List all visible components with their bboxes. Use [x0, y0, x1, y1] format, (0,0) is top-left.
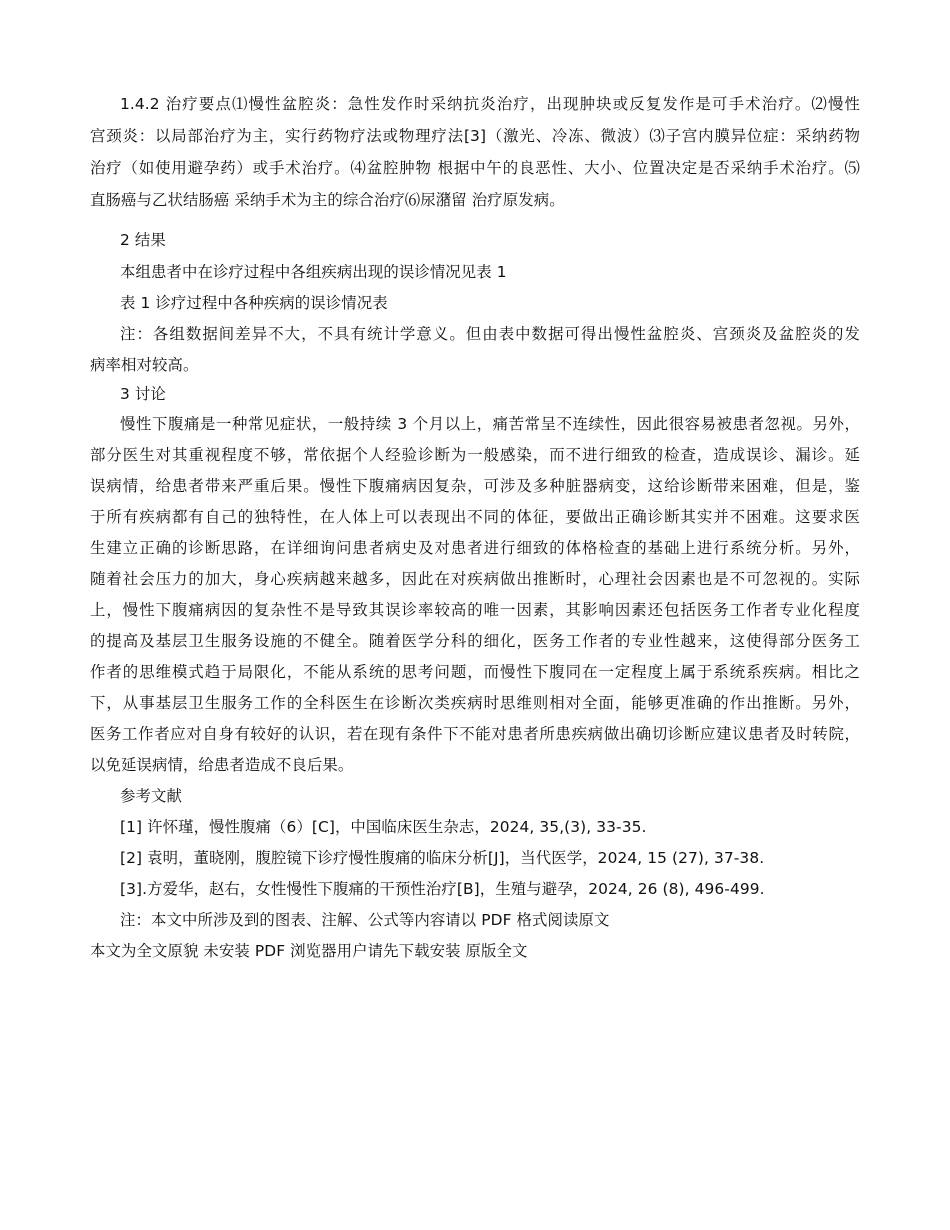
discussion-heading: 3 讨论: [120, 385, 166, 403]
treatment-line-4: 直肠癌与乙状结肠癌 采纳手术为主的综合治疗⑹尿潴留 治疗原发病。: [90, 191, 565, 209]
discussion-line-4: 于所有疾病都有自己的独特性，在人体上可以表现出不同的体征，要做出正确诊断其实并不困难。这要求医: [90, 508, 860, 526]
discussion-line-5: 生建立正确的诊断思路，在详细询问患者病史及对患者进行细致的体格检查的基础上进行系统分析。另外，: [90, 539, 860, 557]
full-text-notice: 本文为全文原貌 未安装 PDF 浏览器用户请先下载安装 原版全文: [90, 942, 528, 960]
discussion-line-3: 误病情，给患者带来严重后果。慢性下腹痛病因复杂，可涉及多种脏器病变，这给诊断带来困难，但是，鉴: [90, 477, 860, 495]
results-intro: 本组患者中在诊疗过程中各组疾病出现的误诊情况见表 1: [120, 263, 507, 281]
reference-item-2: [2] 袁明，董晓刚，腹腔镜下诊疗慢性腹痛的临床分析[J]，当代医学，2024, 15 (27), 37-38.: [120, 849, 765, 867]
discussion-line-6: 随着社会压力的加大，身心疾病越来越多，因此在对疾病做出推断时，心理社会因素也是不可忽视的。实际: [90, 570, 860, 588]
discussion-line-11: 医务工作者应对自身有较好的认识，若在现有条件下不能对患者所患疾病做出确切诊断应建议患者及时转院，: [90, 725, 860, 743]
results-note-line-2: 病率相对较高。: [90, 356, 199, 374]
pdf-format-note: 注：本文中所涉及到的图表、注解、公式等内容请以 PDF 格式阅读原文: [120, 911, 610, 929]
discussion-line-1: 慢性下腹痛是一种常见症状，一般持续 3 个月以上，痛苦常呈不连续性，因此很容易被患者忽视。另外，: [120, 415, 860, 433]
discussion-line-7: 上，慢性下腹痛病因的复杂性不是导致其误诊率较高的唯一因素，其影响因素还包括医务工作者专业化程度: [90, 601, 860, 619]
discussion-line-10: 下，从事基层卫生服务工作的全科医生在诊断次类疾病时思维则相对全面，能够更准确的作出推断。另外，: [90, 694, 860, 712]
reference-item-3: [3].方爱华，赵右，女性慢性下腹痛的干预性治疗[B]，生殖与避孕，2024, 26 (8), 496-499.: [120, 880, 765, 898]
discussion-line-9: 作者的思维模式趋于局限化，不能从系统的思考问题，而慢性下腹同在一定程度上属于系统系疾病。相比之: [90, 663, 860, 681]
references-heading: 参考文献: [120, 787, 182, 805]
discussion-line-2: 部分医生对其重视程度不够，常依据个人经验诊断为一般感染，而不进行细致的检查，造成误诊、漏诊。延: [90, 446, 860, 464]
reference-item-1: [1] 许怀瑾，慢性腹痛（6）[C]，中国临床医生杂志，2024, 35,(3), 33-35.: [120, 818, 647, 836]
table-caption: 表 1 诊疗过程中各种疾病的误诊情况表: [120, 294, 388, 312]
results-note-line-1: 注：各组数据间差异不大，不具有统计学意义。但由表中数据可得出慢性盆腔炎、宫颈炎及盆腔炎的发: [120, 325, 860, 343]
results-heading: 2 结果: [120, 231, 166, 249]
treatment-line-1: 1.4.2 治疗要点⑴慢性盆腔炎：急性发作时采纳抗炎治疗，出现肿块或反复发作是可手术治疗。⑵慢性: [120, 95, 860, 113]
treatment-line-3: 治疗（如使用避孕药）或手术治疗。⑷盆腔肿物 根据中午的良恶性、大小、位置决定是否采纳手术治疗。⑸: [90, 159, 860, 177]
discussion-line-8: 的提高及基层卫生服务设施的不健全。随着医学分科的细化，医务工作者的专业性越来，这使得部分医务工: [90, 632, 860, 650]
discussion-line-12: 以免延误病情，给患者造成不良后果。: [90, 756, 354, 774]
treatment-line-2: 宫颈炎：以局部治疗为主，实行药物疗法或物理疗法[3]（激光、冷冻、微波）⑶子宫内膜异位症：采纳药物: [90, 127, 860, 145]
